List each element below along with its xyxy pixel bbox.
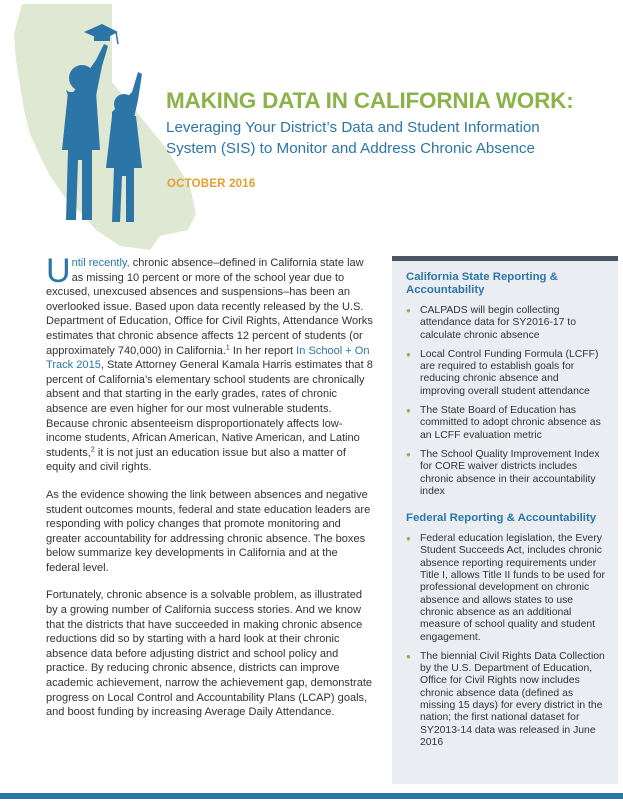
state-reporting-heading: California State Reporting & Accountability [406,271,558,296]
intro-paragraph: Until recently, chronic absence–defined in California state law as missing 10 percent or more of the school year due to excused, unexcused absences and suspensions–has been an overlooked issue. Based upon data recently released by the U.S. Department of Education, Office for Civil Rights, Attendance Works estimates that chronic absence affects 12 percent of students (or approximately 740,000) in California.$^1$ In her report In School + On Track 2015, State Attorney General Kamala Harris estimates that 8 percent of California’s elementary school students are chronically absent and that starting in the early grades, rates of chronic absence are even higher for our most vulnerable students. Because chronic absenteeism disproportionately affects low-income students, African American, Native American, and Latino students,$^2$ it is not just an education issue but also a matter of equity and civil rights. [46,252,373,474]
state-reporting-list [406,305,606,498]
list-item: ● Federal education legislation, the Every Student Succeeds Act, includes chronic absence reporting requirements under Title I, allows Title II funds to be used for professional development on chronic absence and allows states to use chronic absence as an additional measure of school quality and student engagement. [406,533,606,644]
footnote-ref[interactable]: 1 [225,343,230,351]
solution-paragraph: Fortunately, chronic absence is a solvable problem, as illustrated by a growing number of California success stories. And we know that the districts that have succeeded in making chronic absence reductions did so by starting with a hard look at their chronic absence data before adjusting district and school policy and practice. By reducing chronic absence, districts can improve academic achievement, narrow the achievement gap, demonstrate progress on Local Control and Accountability Plans (LCAP) goals, and boost funding by increasing Average Daily Attendance. [46,589,373,719]
report-link[interactable]: In School + On Track 2015 [46,344,370,372]
list-item: ● The School Quality Improvement Index for CORE waiver districts includes chronic absence in their accountability index [406,449,606,498]
drop-cap: U [46,252,71,290]
evidence-paragraph: As the evidence showing the link between absences and negative student outcomes mounts, federal and state education leaders are responding with policy changes that promote monitoring and greater accountability for addressing chronic absence. The boxes below summarize key developments in California and at the federal level. [46,488,371,574]
page-subtitle: Leveraging Your District’s Data and Student Information System (SIS) to Monitor and Address Chronic Absence [166,119,540,157]
list-item: ● The biennial Civil Rights Data Collection by the U.S. Department of Education, Office for Civil Rights now includes chronic absence data (defined as missing 15 days) for every district in the nation; the first national dataset for SY2013-14 data was released in June 2016 [406,651,606,749]
list-item: ● Local Control Funding Formula (LCFF) are required to establish goals for reducing chronic absence and improving overall student attendance [406,349,606,398]
main-text-column [46,252,374,733]
footer-bar [0,793,623,799]
footnote-ref[interactable]: 2 [90,446,95,454]
federal-reporting-list [406,533,606,749]
policy-sidebar [392,256,618,784]
list-item: ● The State Board of Education has committed to adopt chronic absence as an LCFF evaluation metric [406,405,606,442]
page-title: MAKING DATA IN CALIFORNIA WORK: [166,88,574,113]
federal-reporting-heading: Federal Reporting & Accountability [406,512,597,525]
publication-date: OCTOBER 2016 [167,178,256,190]
list-item: ● CALPADS will begin collecting attendance data for SY2016-17 to calculate chronic absence [406,305,606,342]
lead-phrase: ntil recently, [71,257,130,269]
